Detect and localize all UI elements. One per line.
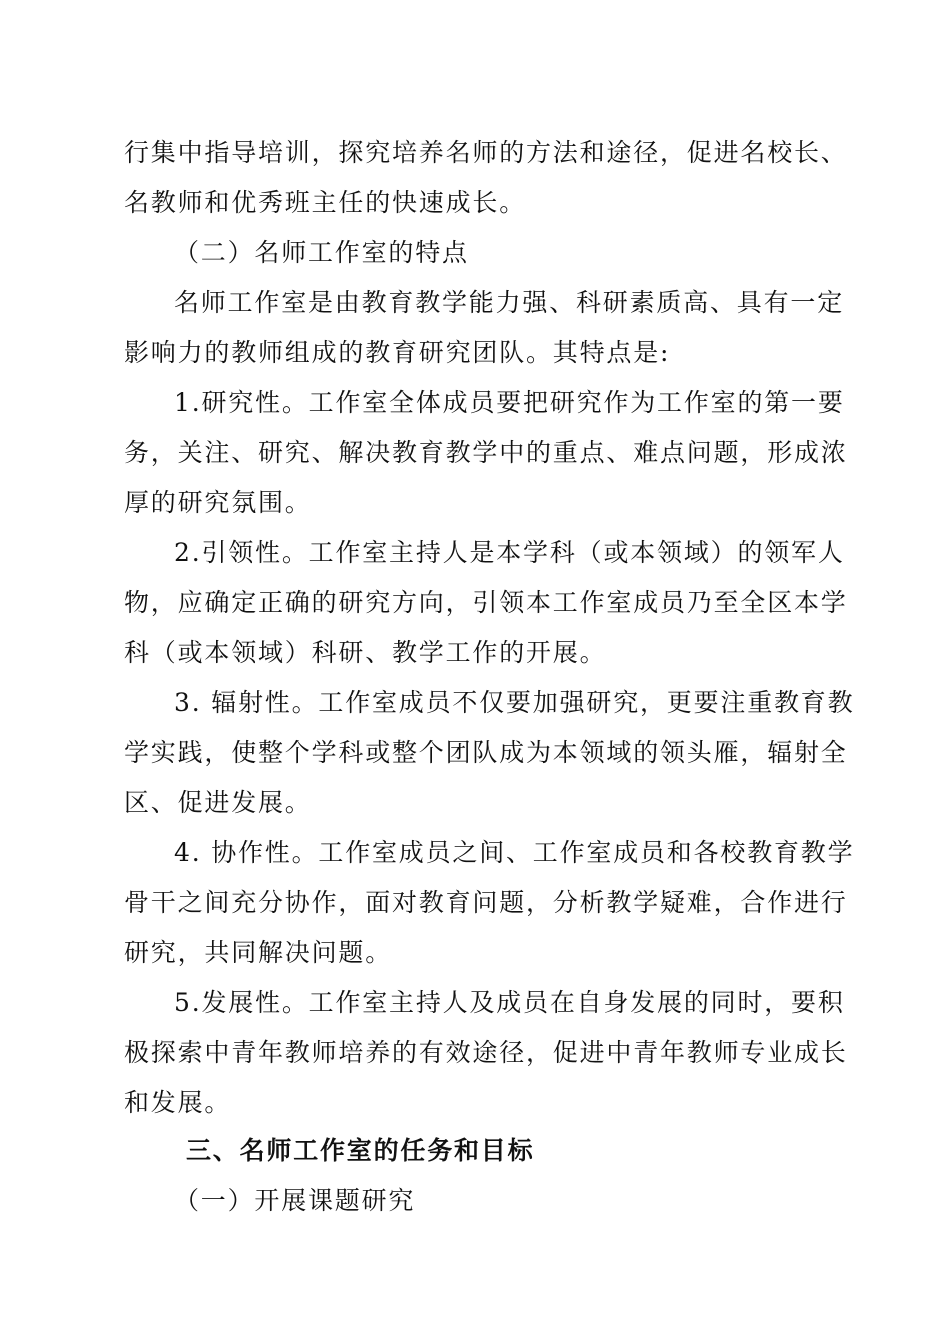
list-item-line: 极探索中青年教师培养的有效途径，促进中青年教师专业成长 xyxy=(124,1038,848,1067)
list-item-line: 3. 辐射性。工作室成员不仅要加强研究，更要注重教育教 xyxy=(174,688,855,717)
list-item-line: 科（或本领域）科研、教学工作的开展。 xyxy=(124,638,607,667)
body-line: 行集中指导培训，探究培养名师的方法和途径，促进名校长、 xyxy=(124,138,848,167)
list-item-line: 骨干之间充分协作，面对教育问题，分析教学疑难，合作进行 xyxy=(124,888,848,917)
list-item-line: 5.发展性。工作室主持人及成员在自身发展的同时，要积 xyxy=(174,988,845,1017)
list-item-line: 4. 协作性。工作室成员之间、工作室成员和各校教育教学 xyxy=(174,838,855,867)
section-heading: 三、名师工作室的任务和目标 xyxy=(186,1136,535,1165)
list-item-line: 区、促进发展。 xyxy=(124,788,312,817)
list-item-line: 厚的研究氛围。 xyxy=(124,488,312,517)
list-item-line: 2.引领性。工作室主持人是本学科（或本领域）的领军人 xyxy=(174,538,845,567)
body-line: 名教师和优秀班主任的快速成长。 xyxy=(124,188,527,217)
body-line: 名师工作室是由教育教学能力强、科研素质高、具有一定 xyxy=(174,288,845,317)
subsection-heading: （二）名师工作室的特点 xyxy=(174,238,469,267)
list-item-line: 学实践，使整个学科或整个团队成为本领域的领头雁，辐射全 xyxy=(124,738,848,767)
body-line: 影响力的教师组成的教育研究团队。其特点是: xyxy=(124,338,671,367)
list-item-line: 物，应确定正确的研究方向，引领本工作室成员乃至全区本学 xyxy=(124,588,848,617)
list-item-line: 和发展。 xyxy=(124,1088,232,1117)
list-item-line: 务，关注、研究、解决教育教学中的重点、难点问题，形成浓 xyxy=(124,438,848,467)
subsection-heading: （一）开展课题研究 xyxy=(174,1186,416,1215)
list-item-line: 1.研究性。工作室全体成员要把研究作为工作室的第一要 xyxy=(174,388,845,417)
list-item-line: 研究，共同解决问题。 xyxy=(124,938,393,967)
